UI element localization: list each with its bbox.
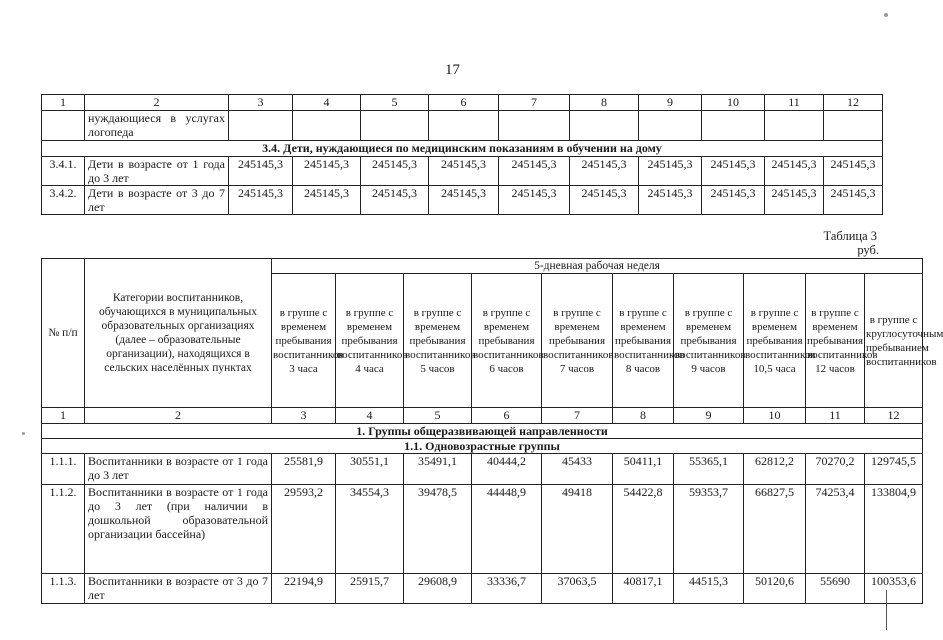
cell-value: 129745,5 (865, 454, 923, 485)
cell-value: 44448,9 (472, 485, 542, 574)
header-group: 5-дневная рабочая неделя (272, 259, 923, 274)
cell-value: 245145,3 (293, 157, 361, 186)
cell-value: 22194,9 (272, 574, 336, 604)
cell-value: 55365,1 (674, 454, 744, 485)
cell-value: 25581,9 (272, 454, 336, 485)
cell-value: 25915,7 (336, 574, 404, 604)
section-header-row (42, 141, 883, 157)
cell-value: 40444,2 (472, 454, 542, 485)
header-number: № п/п (42, 259, 85, 408)
subheader-24h: в группе с круглосуточным пребыванием воспитанников (865, 274, 923, 408)
cell-value: 44515,3 (674, 574, 744, 604)
cell-value: 37063,5 (542, 574, 613, 604)
table-row (42, 157, 883, 186)
cell-value: 245145,3 (765, 157, 824, 186)
subheader-9h: в группе с временем пребывания воспитанников 9 часов (674, 274, 744, 408)
row-label: Воспитанники в возрасте от 1 года до 3 лет (85, 454, 272, 485)
cell-value: 245145,3 (361, 186, 429, 215)
col-num: 9 (639, 95, 702, 111)
col-num: 10 (702, 95, 765, 111)
row-number: 3.4.2. (42, 186, 85, 215)
row-label: Воспитанники в возрасте от 3 до 7 лет (85, 574, 272, 604)
cell-value: 34554,3 (336, 485, 404, 574)
section-title: 3.4. Дети, нуждающиеся по медицинским показаниям в обучении на дому (42, 141, 883, 157)
row-number: 1.1.1. (42, 454, 85, 485)
cell-value: 30551,1 (336, 454, 404, 485)
col-num: 2 (85, 95, 229, 111)
cell-value: 245145,3 (499, 186, 570, 215)
cell-value: 245145,3 (570, 157, 639, 186)
col-num: 9 (674, 408, 744, 424)
cell-value: 29608,9 (404, 574, 472, 604)
col-num: 3 (229, 95, 293, 111)
col-num: 7 (499, 95, 570, 111)
col-num: 6 (429, 95, 499, 111)
cell-value: 245145,3 (824, 186, 883, 215)
cell-value: 245145,3 (639, 157, 702, 186)
subsection-header-row (42, 439, 923, 454)
table-row (42, 111, 883, 141)
cell-value: 245145,3 (824, 157, 883, 186)
col-num: 8 (570, 95, 639, 111)
col-num: 4 (293, 95, 361, 111)
cell-value: 50120,6 (744, 574, 806, 604)
cell-value: 245145,3 (765, 186, 824, 215)
table-row (42, 574, 923, 604)
subheader-4h: в группе с временем пребывания воспитанников 4 часа (336, 274, 404, 408)
subheader-7h: в группе с временем пребывания воспитанников 7 часов (542, 274, 613, 408)
cell-value: 245145,3 (429, 157, 499, 186)
header-category: Категории воспитанников, обучающихся в муниципальных образовательных организациях (далее – образовательные организации), находящихся в сельских населённых пунктах (85, 259, 272, 408)
col-num: 12 (824, 95, 883, 111)
table-caption: Таблица 3 (823, 229, 877, 243)
col-num: 3 (272, 408, 336, 424)
table-row (42, 485, 923, 574)
row-label: Дети в возрасте от 1 года до 3 лет (85, 157, 229, 186)
subheader-6h: в группе с временем пребывания воспитанников 6 часов (472, 274, 542, 408)
cell-value: 245145,3 (293, 186, 361, 215)
column-number-row (42, 95, 883, 111)
page-number: 17 (445, 62, 460, 78)
row-label: Дети в возрасте от 3 до 7 лет (85, 186, 229, 215)
table-row (42, 186, 883, 215)
cell-value: 245145,3 (702, 157, 765, 186)
col-num: 7 (542, 408, 613, 424)
continuation-table (41, 94, 883, 215)
cell-value: 245145,3 (499, 157, 570, 186)
col-num: 5 (404, 408, 472, 424)
col-num: 1 (42, 95, 85, 111)
cell-value: 245145,3 (361, 157, 429, 186)
col-num: 2 (85, 408, 272, 424)
scan-edge-line (886, 590, 887, 630)
subheader-10-5h: в группе с временем пребывания воспитанников 10,5 часа (744, 274, 806, 408)
row-label: нуждающиеся в услугах логопеда (85, 111, 229, 141)
col-num: 10 (744, 408, 806, 424)
cell-value: 35491,1 (404, 454, 472, 485)
cell-value: 49418 (542, 485, 613, 574)
col-num: 11 (765, 95, 824, 111)
subsection-title: 1.1. Одновозрастные группы (42, 439, 923, 454)
col-num: 5 (361, 95, 429, 111)
cell-value: 66827,5 (744, 485, 806, 574)
cell-value: 40817,1 (613, 574, 674, 604)
col-num: 12 (865, 408, 923, 424)
cell-value: 74253,4 (806, 485, 865, 574)
col-num: 1 (42, 408, 85, 424)
cell-value: 59353,7 (674, 485, 744, 574)
subheader-3h: в группе с временем пребывания воспитанников 3 часа (272, 274, 336, 408)
column-number-row (42, 408, 923, 424)
header-row (42, 259, 923, 274)
cell-value: 29593,2 (272, 485, 336, 574)
subheader-12h: в группе с временем пребывания воспитанников 12 часов (806, 274, 865, 408)
cell-value: 39478,5 (404, 485, 472, 574)
scan-speck (884, 13, 888, 17)
cell-value: 245145,3 (229, 157, 293, 186)
col-num: 11 (806, 408, 865, 424)
section-header-row (42, 424, 923, 439)
row-number: 3.4.1. (42, 157, 85, 186)
tariff-table (41, 258, 943, 604)
row-number: 1.1.2. (42, 485, 85, 574)
cell-value: 245145,3 (429, 186, 499, 215)
cell-value: 245145,3 (639, 186, 702, 215)
row-number: 1.1.3. (42, 574, 85, 604)
currency-label: руб. (857, 243, 879, 257)
cell-value: 45433 (542, 454, 613, 485)
cell-value: 245145,3 (570, 186, 639, 215)
scan-speck (22, 432, 25, 435)
cell-value: 55690 (806, 574, 865, 604)
cell-value: 54422,8 (613, 485, 674, 574)
cell-value: 245145,3 (702, 186, 765, 215)
col-num: 6 (472, 408, 542, 424)
row-label: Воспитанники в возрасте от 1 года до 3 лет (при наличии в дошкольной образовательной организации бассейна) (85, 485, 272, 574)
subheader-8h: в группе с временем пребывания воспитанников 8 часов (613, 274, 674, 408)
col-num: 8 (613, 408, 674, 424)
cell-value: 33336,7 (472, 574, 542, 604)
cell-value: 70270,2 (806, 454, 865, 485)
section-title: 1. Группы общеразвивающей направленности (42, 424, 923, 439)
subheader-5h: в группе с временем пребывания воспитанников 5 часов (404, 274, 472, 408)
cell-value: 62812,2 (744, 454, 806, 485)
cell-value: 50411,1 (613, 454, 674, 485)
cell-value: 100353,6 (865, 574, 923, 604)
cell-value: 133804,9 (865, 485, 923, 574)
cell-value: 245145,3 (229, 186, 293, 215)
col-num: 4 (336, 408, 404, 424)
table-row (42, 454, 923, 485)
